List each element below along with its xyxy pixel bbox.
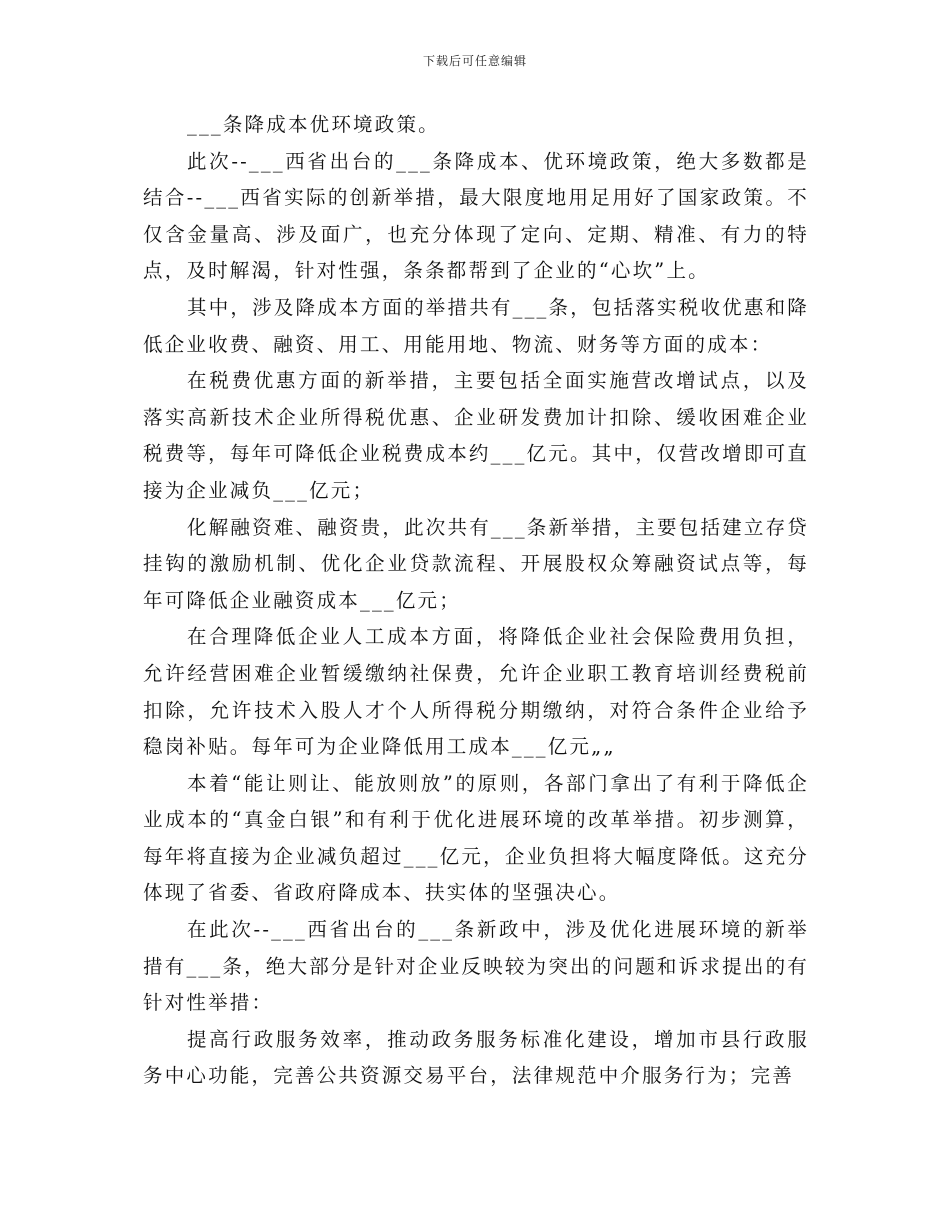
paragraph-3: 其中，涉及降成本方面的举措共有___条，包括落实税收优惠和降低企业收费、融资、用工、用能用地、物流、财务等方面的成本： — [143, 295, 809, 356]
document-body — [143, 107, 809, 1095]
paragraph-9: 提高行政服务效率，推动政务服务标准化建设，增加市县行政服务中心功能，完善公共资源交易平台，法律规范中介服务行为；完善 — [143, 1027, 809, 1088]
paragraph-7: 本着“能让则让、能放则放”的原则，各部门拿出了有利于降低企业成本的“真金白银”和有利于优化进展环境的改革举措。初步测算，每年将直接为企业减负超过___亿元，企业负担将大幅度降低。这充分体现了省委、省政府降成本、扶实体的坚强决心。 — [143, 771, 809, 905]
paragraph-8: 在此次--___西省出台的___条新政中，涉及优化进展环境的新举措有___条，绝大部分是针对企业反映较为突出的问题和诉求提出的有针对性举措： — [143, 918, 809, 1015]
paragraph-5: 化解融资难、融资贵，此次共有___条新举措，主要包括建立存贷挂钩的激励机制、优化企业贷款流程、开展股权众筹融资试点等，每年可降低企业融资成本___亿元； — [143, 515, 809, 612]
paragraph-6: 在合理降低企业人工成本方面，将降低企业社会保险费用负担，允许经营困难企业暂缓缴纳社保费，允许企业职工教育培训经费税前扣除，允许技术入股人才个人所得税分期缴纳，对符合条件企业给予稳岗补贴。每年可为企业降低用工成本___亿元„„ — [143, 625, 809, 759]
paragraph-1: ___条降成本优环境政策。 — [187, 113, 440, 136]
paragraph-2: 此次--___西省出台的___条降成本、优环境政策，绝大多数都是结合--___西省实际的创新举措，最大限度地用足用好了国家政策。不仅含金量高、涉及面广，也充分体现了定向、定期、精准、有力的特点，及时解渴，针对性强，条条都帮到了企业的“心坎”上。 — [143, 149, 809, 283]
paragraph-4: 在税费优惠方面的新举措，主要包括全面实施营改增试点，以及落实高新技术企业所得税优惠、企业研发费加计扣除、缓收困难企业税费等，每年可降低企业税费成本约___亿元。其中，仅营改增即可直接为企业减负___亿元； — [143, 369, 809, 502]
page-header: 下载后可任意编辑 — [422, 54, 527, 68]
